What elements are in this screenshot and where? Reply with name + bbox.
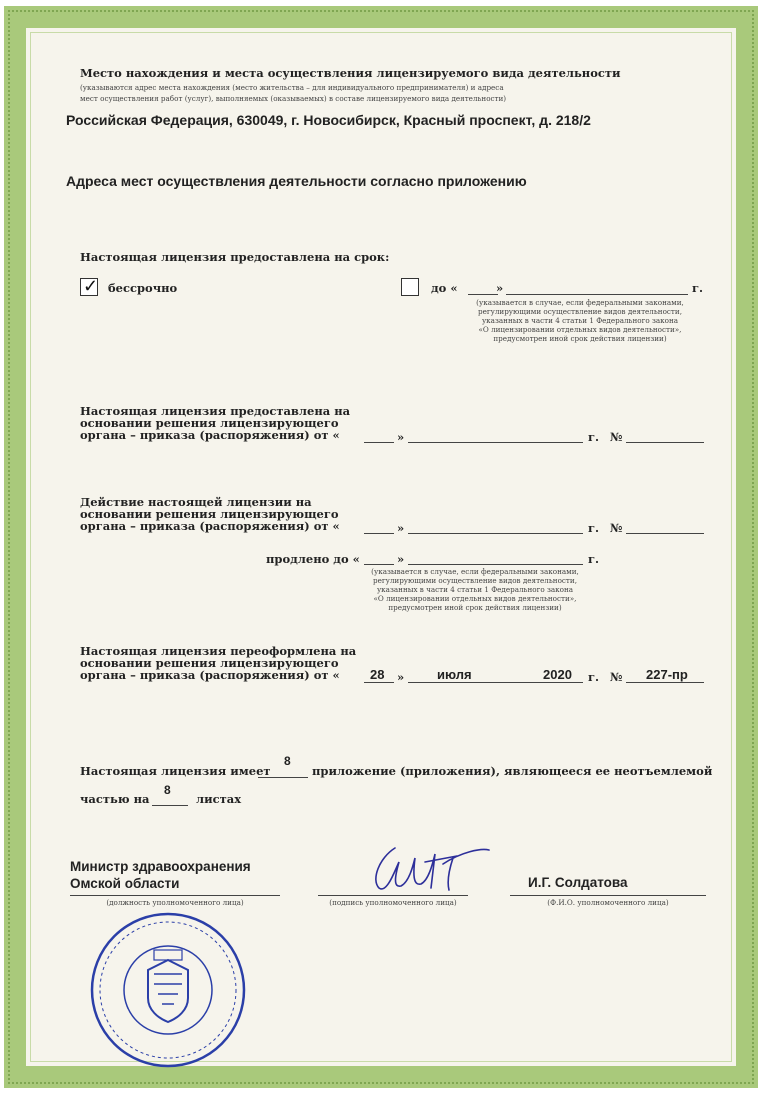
header-hint-1: (указываются адрес места нахождения (место жительства – для индивидуального предпринимателя) и адреса (80, 83, 504, 92)
reissued-quote-close: » (397, 670, 405, 684)
granted-year: г. (588, 430, 600, 444)
reissued-day-line (364, 682, 394, 683)
extended-until-close: » (397, 552, 405, 566)
appendix-before: Настоящая лицензия имеет (80, 764, 271, 778)
until-day-line (468, 294, 498, 295)
sign-line (318, 895, 468, 896)
reissued-number: 227-пр (646, 667, 688, 682)
extended-block: Действие настоящей лицензии на основании решения лицензирующего органа – приказа (распоряжения) от « (80, 495, 340, 533)
handwritten-signature-icon (365, 840, 495, 896)
until-date-line (506, 294, 688, 295)
address: Российская Федерация, 630049, г. Новосибирск, Красный проспект, д. 218/2 (66, 112, 591, 128)
header-title: Место нахождения и места осуществления лицензируемого вида деятельности (80, 66, 621, 80)
signer-name: И.Г. Солдатова (528, 875, 628, 890)
name-hint: (Ф.И.О. уполномоченного лица) (547, 898, 669, 907)
check-mark-icon: ✓ (83, 276, 99, 297)
granted-date-line (408, 442, 583, 443)
unlimited-label: бессрочно (108, 281, 178, 295)
granted-day-line (364, 442, 394, 443)
extended-until-day-line (364, 564, 394, 565)
term-label: Настоящая лицензия предоставлена на срок: (80, 250, 390, 264)
appendix-pages-word: листах (196, 792, 242, 806)
extended-until-year: г. (588, 552, 600, 566)
appendix-part: частью на (80, 792, 150, 806)
granted-number-line (626, 442, 704, 443)
appendix-after: приложение (приложения), являющееся ее неотъемлемой (312, 764, 713, 778)
until-checkbox (401, 278, 419, 296)
appendix-count: 8 (284, 754, 291, 768)
name-line (510, 895, 706, 896)
sign-hint: (подпись уполномоченного лица) (329, 898, 457, 907)
addresses-note: Адреса мест осуществления деятельности согласно приложению (66, 173, 527, 189)
extended-year: г. (588, 521, 600, 535)
position-title: Министр здравоохранения Омской области (70, 859, 251, 891)
extended-until-date-line (408, 564, 583, 565)
position-hint: (должность уполномоченного лица) (106, 898, 244, 907)
extended-quote-close: » (397, 521, 405, 535)
reissued-num: № (610, 670, 623, 684)
reissued-date-line (408, 682, 583, 683)
reissued-year: 2020 (543, 667, 572, 682)
granted-block: Настоящая лицензия предоставлена на основании решения лицензирующего органа – приказа (распоряжения) от « (80, 404, 351, 442)
extended-until-label: продлено до « (266, 552, 360, 566)
extended-num: № (610, 521, 623, 535)
header-hint-2: мест осуществления работ (услуг), выполняемых (оказываемых) в составе лицензируемого вида деятельности) (80, 94, 507, 103)
reissued-month: июля (437, 667, 472, 682)
term-hint: (указывается в случае, если федеральными законами, регулирующими осуществление видов деятельности, указанных в части 4 статьи 1 Федерального закона «О лицензировании отдельных видов деятельности», предусмотрен иной срок действия лицензии) (476, 298, 684, 343)
extended-day-line (364, 533, 394, 534)
reissued-day: 28 (370, 667, 385, 682)
unlimited-checkbox (80, 278, 98, 296)
extended-number-line (626, 533, 704, 534)
official-seal-icon (88, 910, 248, 1070)
reissued-year-suffix: г. (588, 670, 600, 684)
reissued-number-line (626, 682, 704, 683)
until-label: до « (431, 281, 458, 295)
position-line (70, 895, 280, 896)
reissued-block: Настоящая лицензия переоформлена на основании решения лицензирующего органа – приказа (распоряжения) от « (80, 644, 357, 682)
extended-hint: (указывается в случае, если федеральными законами, регулирующими осуществление видов деятельности, указанных в части 4 статьи 1 Федерального закона «О лицензировании отдельных видов деятельности», предусмотрен иной срок действия лицензии) (371, 567, 579, 612)
appendix-count-line (258, 777, 308, 778)
granted-quote-close: » (397, 430, 405, 444)
appendix-pages-line (152, 805, 188, 806)
granted-num: № (610, 430, 623, 444)
until-year-suffix: г. (692, 281, 704, 295)
appendix-pages: 8 (164, 783, 171, 797)
extended-date-line (408, 533, 583, 534)
until-quote-close: » (496, 281, 504, 295)
